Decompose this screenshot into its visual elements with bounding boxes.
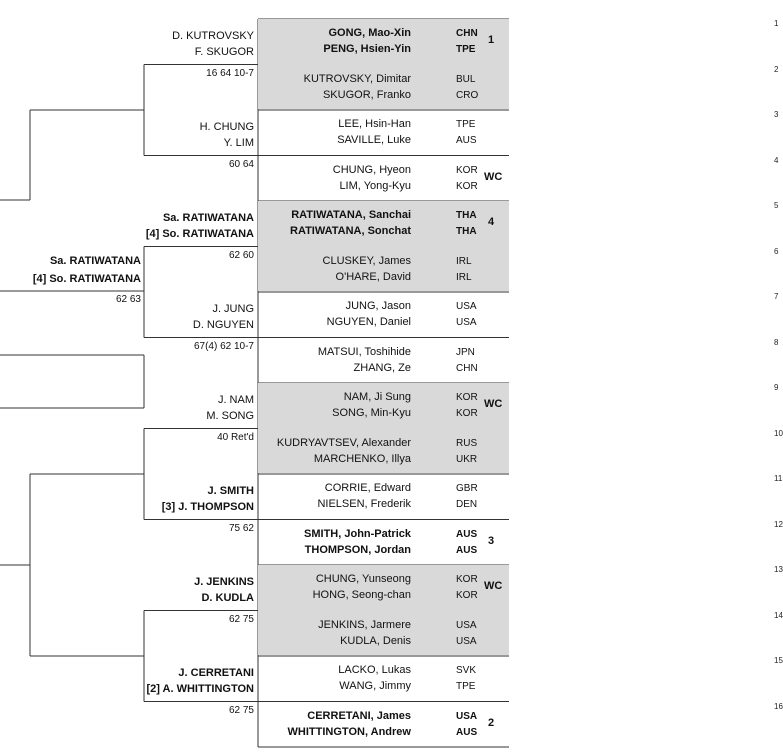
draw-number: 13 xyxy=(774,565,783,574)
draw-entry xyxy=(258,428,783,474)
seed-label: WC xyxy=(484,170,503,183)
winner-name: Sa. RATIWATANA xyxy=(162,211,254,224)
country-code: AUS xyxy=(456,528,478,540)
winner-name: [4] So. RATIWATANA xyxy=(145,227,254,240)
country-code: IRL xyxy=(456,255,472,267)
country-code: USA xyxy=(456,635,477,647)
match-score: 67(4) 62 10-7 xyxy=(193,340,254,352)
draw-number: 1 xyxy=(774,19,779,28)
country-code: TPE xyxy=(456,681,476,692)
winner-name: H. CHUNG xyxy=(199,120,254,133)
draw-number: 16 xyxy=(774,701,783,711)
winner-name: J. JUNG xyxy=(212,302,254,315)
draw-entry xyxy=(258,656,783,701)
country-code: IRL xyxy=(456,271,472,283)
winner-name: J. CERRETANI xyxy=(178,666,254,679)
match-score: 62 75 xyxy=(228,613,254,625)
winner-name: D. KUDLA xyxy=(201,591,254,604)
country-code: UKR xyxy=(456,453,478,465)
draw-number: 8 xyxy=(774,337,779,347)
player-name: CERRETANI, James xyxy=(307,709,411,722)
draw-entry xyxy=(258,155,779,201)
player-name: MARCHENKO, Illya xyxy=(313,452,411,465)
player-name: KUDRYAVTSEV, Alexander xyxy=(276,436,411,449)
seed-label: WC xyxy=(484,398,503,410)
country-code: KOR xyxy=(456,180,478,192)
player-name: NIELSEN, Frederik xyxy=(317,498,411,510)
player-name: NGUYEN, Daniel xyxy=(326,316,411,328)
player-name: RATIWATANA, Sonchat xyxy=(290,225,411,237)
draw-number: 7 xyxy=(774,292,779,301)
player-name: KUDLA, Denis xyxy=(340,634,411,647)
player-name: SMITH, John-Patrick xyxy=(304,527,411,540)
player-name: THOMPSON, Jordan xyxy=(304,543,411,556)
winner-name: J. SMITH xyxy=(207,484,254,497)
player-name: WHITTINGTON, Andrew xyxy=(287,725,411,738)
country-code: KOR xyxy=(456,574,478,585)
match-score: 40 Ret'd xyxy=(217,431,254,443)
draw-entry xyxy=(258,610,783,656)
player-name: WANG, Jimmy xyxy=(339,680,411,692)
player-name: CHUNG, Hyeon xyxy=(332,163,411,176)
seed-label: 2 xyxy=(488,716,495,729)
country-code: AUS xyxy=(456,135,477,146)
draw-number: 10 xyxy=(774,428,783,438)
draw-entry xyxy=(258,565,783,610)
draw-entry xyxy=(258,64,779,110)
country-code: USA xyxy=(456,619,477,631)
country-code: JPN xyxy=(456,346,475,358)
player-name: MATSUI, Toshihide xyxy=(317,345,411,358)
player-name: CLUSKEY, James xyxy=(322,254,411,267)
draw-number: 14 xyxy=(774,610,783,620)
country-code: AUS xyxy=(456,726,478,738)
player-name: CORRIE, Edward xyxy=(324,482,411,494)
draw-number: 4 xyxy=(774,155,779,165)
country-code: KOR xyxy=(456,392,478,403)
draw-entry xyxy=(258,292,779,337)
country-code: AUS xyxy=(456,544,478,556)
seed-label: 1 xyxy=(488,34,495,46)
draw-number: 3 xyxy=(774,110,779,119)
country-code: KOR xyxy=(456,408,478,419)
draw-number: 11 xyxy=(774,474,783,483)
draw-number: 2 xyxy=(774,64,779,74)
country-code: CRO xyxy=(456,89,479,101)
match-score: 16 64 10-7 xyxy=(206,67,254,79)
country-code: THA xyxy=(456,226,477,237)
seed-label: 4 xyxy=(488,216,495,228)
draw-entry xyxy=(258,19,779,64)
player-name: LIM, Yong-Kyu xyxy=(339,179,411,192)
country-code: KOR xyxy=(456,164,478,176)
draw-number: 12 xyxy=(774,519,783,529)
winner-name: J. NAM xyxy=(217,393,254,406)
country-code: GBR xyxy=(456,483,478,494)
player-name: SONG, Min-Kyu xyxy=(332,407,411,419)
country-code: USA xyxy=(456,710,478,722)
draw-number: 6 xyxy=(774,246,779,256)
draw-entry xyxy=(258,474,783,519)
draw-number: 9 xyxy=(774,383,779,392)
draw-entry xyxy=(258,201,779,246)
player-name: LEE, Hsin-Han xyxy=(338,118,411,130)
country-code: USA xyxy=(456,317,477,328)
country-code: THA xyxy=(456,210,477,221)
winner-name: D. KUTROVSKY xyxy=(172,29,254,42)
player-name: JUNG, Jason xyxy=(345,300,411,312)
winner-name: M. SONG xyxy=(206,409,254,422)
seed-label: WC xyxy=(484,580,503,592)
player-name: SAVILLE, Luke xyxy=(337,134,411,146)
winner-name: D. NGUYEN xyxy=(192,318,254,331)
draw-entry xyxy=(258,110,779,155)
country-code: KOR xyxy=(456,590,478,601)
winner-name: F. SKUGOR xyxy=(194,45,254,58)
country-code: RUS xyxy=(456,437,478,449)
match-score: 62 75 xyxy=(228,704,254,716)
player-name: ZHANG, Ze xyxy=(353,361,411,374)
draw-entry xyxy=(258,701,783,747)
winner-name: Y. LIM xyxy=(223,136,254,149)
winner-name: [3] J. THOMPSON xyxy=(161,500,254,513)
player-name: NAM, Ji Sung xyxy=(343,391,411,403)
country-code: TPE xyxy=(456,119,476,130)
country-code: CHN xyxy=(456,362,478,374)
draw-entry xyxy=(258,337,779,383)
player-name: SKUGOR, Franko xyxy=(322,88,411,101)
player-name: PENG, Hsien-Yin xyxy=(323,43,411,55)
country-code: TPE xyxy=(456,44,476,55)
match-score: 62 60 xyxy=(228,249,254,261)
country-code: USA xyxy=(456,301,477,312)
player-name: GONG, Mao-Xin xyxy=(328,27,411,39)
draw-number: 15 xyxy=(774,656,783,665)
player-name: KUTROVSKY, Dimitar xyxy=(303,72,411,85)
draw-entry xyxy=(258,246,779,292)
country-code: BUL xyxy=(456,73,476,85)
draw-entry xyxy=(258,519,783,565)
draw-entry xyxy=(258,383,779,428)
player-name: JENKINS, Jarmere xyxy=(318,618,411,631)
country-code: SVK xyxy=(456,665,477,676)
match-score: 75 62 xyxy=(228,522,254,534)
player-name: LACKO, Lukas xyxy=(338,664,411,676)
match-score: 62 63 xyxy=(115,294,141,305)
country-code: CHN xyxy=(456,28,478,39)
country-code: DEN xyxy=(456,499,478,510)
draw-number: 5 xyxy=(774,201,779,210)
seed-label: 3 xyxy=(488,534,495,547)
winner-name: [4] So. RATIWATANA xyxy=(32,273,141,285)
match-score: 60 64 xyxy=(228,158,254,170)
player-name: O'HARE, David xyxy=(335,270,411,283)
winner-name: Sa. RATIWATANA xyxy=(49,255,141,267)
player-name: CHUNG, Yunseong xyxy=(315,573,411,585)
player-name: HONG, Seong-chan xyxy=(312,589,411,601)
player-name: RATIWATANA, Sanchai xyxy=(291,209,411,221)
winner-name: [2] A. WHITTINGTON xyxy=(146,682,254,695)
winner-name: J. JENKINS xyxy=(194,575,254,588)
